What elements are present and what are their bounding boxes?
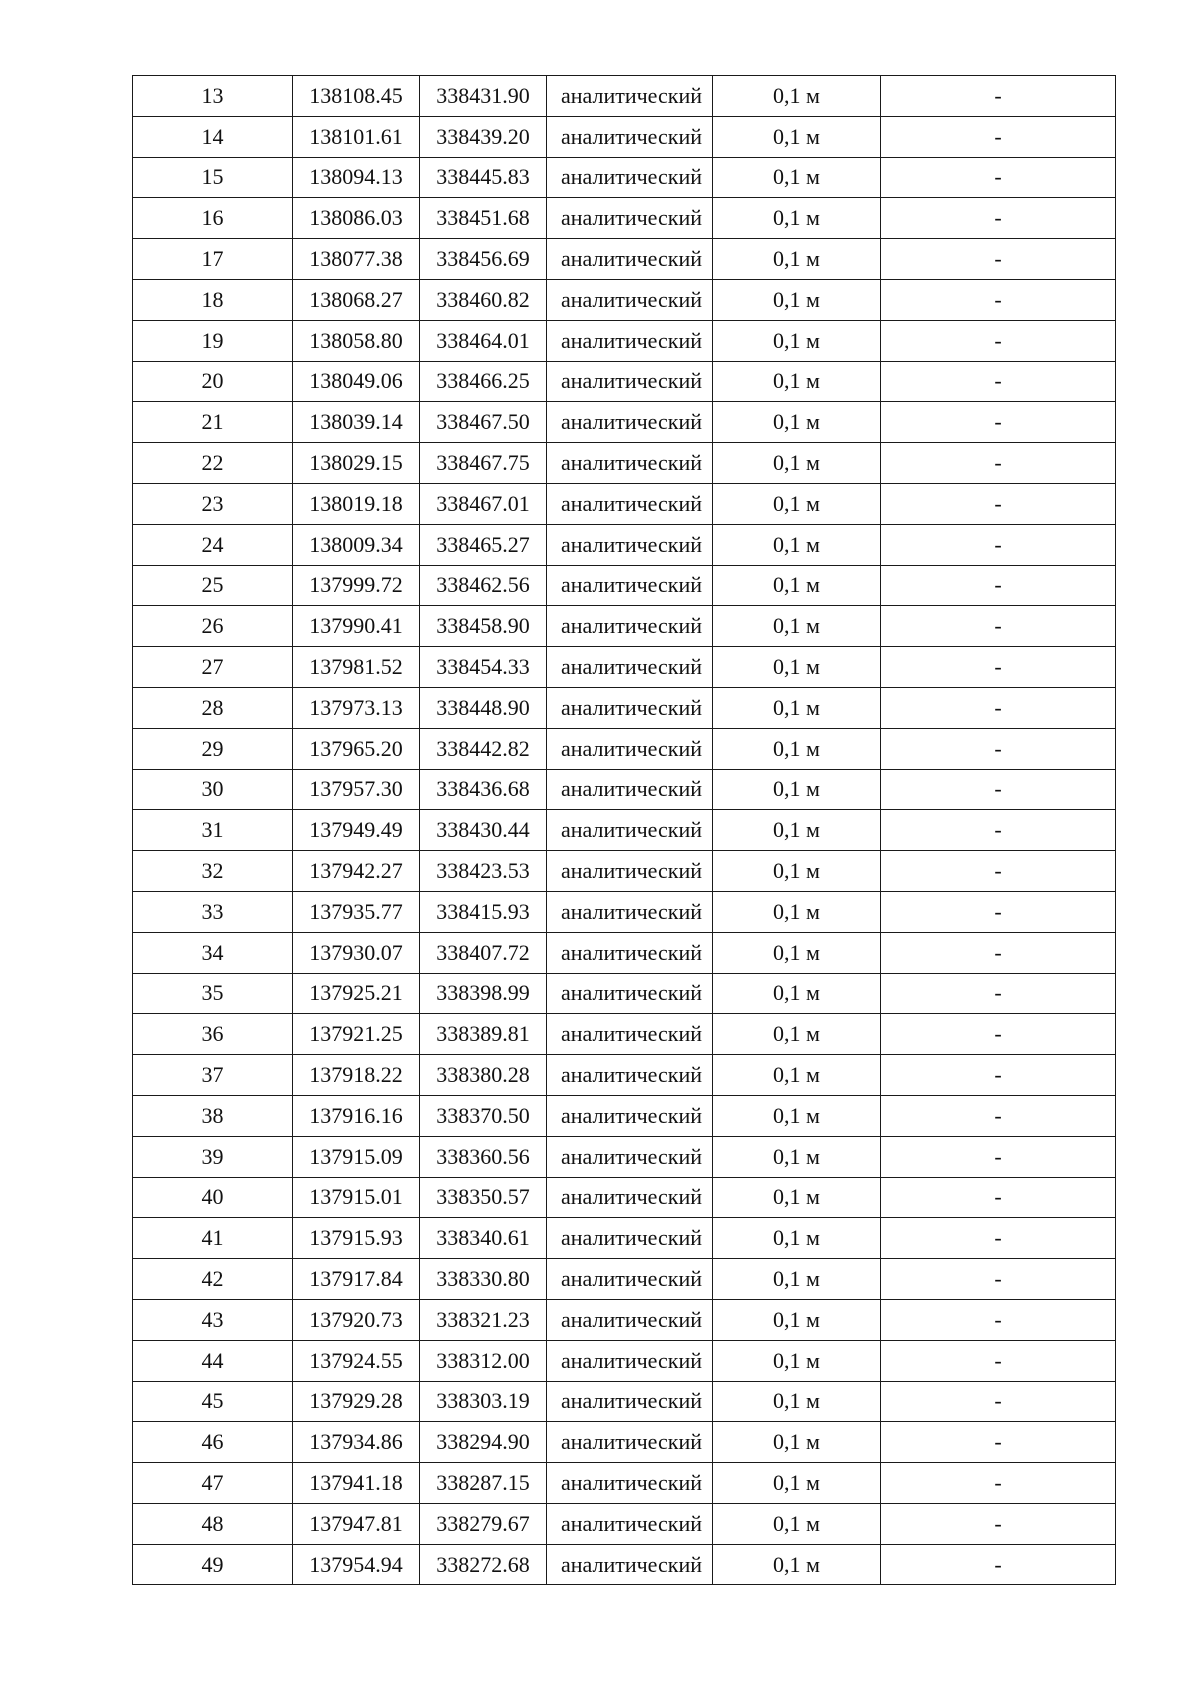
x-coordinate-cell: 137973.13 — [293, 687, 420, 728]
description-cell: - — [881, 402, 1116, 443]
x-coordinate-cell: 137957.30 — [293, 769, 420, 810]
y-coordinate-cell: 338431.90 — [420, 76, 547, 117]
accuracy-cell: 0,1 м — [713, 1177, 881, 1218]
y-coordinate-cell: 338370.50 — [420, 1095, 547, 1136]
y-coordinate-cell: 338272.68 — [420, 1544, 547, 1585]
table-row — [133, 932, 1116, 973]
method-cell: аналитический — [547, 810, 713, 851]
table-row — [133, 1259, 1116, 1300]
x-coordinate-cell: 138068.27 — [293, 279, 420, 320]
y-coordinate-cell: 338294.90 — [420, 1422, 547, 1463]
description-cell: - — [881, 443, 1116, 484]
point-number-cell: 16 — [133, 198, 293, 239]
y-coordinate-cell: 338460.82 — [420, 279, 547, 320]
description-cell: - — [881, 973, 1116, 1014]
method-cell: аналитический — [547, 647, 713, 688]
method-cell: аналитический — [547, 443, 713, 484]
description-cell: - — [881, 1463, 1116, 1504]
table-row — [133, 198, 1116, 239]
y-coordinate-cell: 338287.15 — [420, 1463, 547, 1504]
table-row — [133, 891, 1116, 932]
point-number-cell: 39 — [133, 1136, 293, 1177]
x-coordinate-cell: 138086.03 — [293, 198, 420, 239]
description-cell: - — [881, 116, 1116, 157]
method-cell: аналитический — [547, 851, 713, 892]
method-cell: аналитический — [547, 1014, 713, 1055]
method-cell: аналитический — [547, 361, 713, 402]
point-number-cell: 35 — [133, 973, 293, 1014]
point-number-cell: 23 — [133, 483, 293, 524]
point-number-cell: 28 — [133, 687, 293, 728]
point-number-cell: 22 — [133, 443, 293, 484]
table-row — [133, 116, 1116, 157]
method-cell: аналитический — [547, 76, 713, 117]
point-number-cell: 37 — [133, 1055, 293, 1096]
point-number-cell: 29 — [133, 728, 293, 769]
accuracy-cell: 0,1 м — [713, 76, 881, 117]
accuracy-cell: 0,1 м — [713, 157, 881, 198]
accuracy-cell: 0,1 м — [713, 1014, 881, 1055]
accuracy-cell: 0,1 м — [713, 973, 881, 1014]
x-coordinate-cell: 137942.27 — [293, 851, 420, 892]
point-number-cell: 33 — [133, 891, 293, 932]
y-coordinate-cell: 338448.90 — [420, 687, 547, 728]
description-cell: - — [881, 932, 1116, 973]
x-coordinate-cell: 137915.01 — [293, 1177, 420, 1218]
accuracy-cell: 0,1 м — [713, 279, 881, 320]
y-coordinate-cell: 338389.81 — [420, 1014, 547, 1055]
y-coordinate-cell: 338360.56 — [420, 1136, 547, 1177]
x-coordinate-cell: 137949.49 — [293, 810, 420, 851]
y-coordinate-cell: 338350.57 — [420, 1177, 547, 1218]
table-row — [133, 279, 1116, 320]
accuracy-cell: 0,1 м — [713, 443, 881, 484]
point-number-cell: 15 — [133, 157, 293, 198]
accuracy-cell: 0,1 м — [713, 483, 881, 524]
x-coordinate-cell: 138009.34 — [293, 524, 420, 565]
description-cell: - — [881, 1055, 1116, 1096]
point-number-cell: 14 — [133, 116, 293, 157]
table-row — [133, 483, 1116, 524]
y-coordinate-cell: 338398.99 — [420, 973, 547, 1014]
y-coordinate-cell: 338451.68 — [420, 198, 547, 239]
description-cell: - — [881, 1136, 1116, 1177]
table-row — [133, 1544, 1116, 1585]
accuracy-cell: 0,1 м — [713, 606, 881, 647]
description-cell: - — [881, 76, 1116, 117]
point-number-cell: 44 — [133, 1340, 293, 1381]
y-coordinate-cell: 338467.75 — [420, 443, 547, 484]
point-number-cell: 27 — [133, 647, 293, 688]
y-coordinate-cell: 338465.27 — [420, 524, 547, 565]
method-cell: аналитический — [547, 973, 713, 1014]
table-row — [133, 1218, 1116, 1259]
description-cell: - — [881, 1177, 1116, 1218]
y-coordinate-cell: 338462.56 — [420, 565, 547, 606]
point-number-cell: 36 — [133, 1014, 293, 1055]
x-coordinate-cell: 137915.93 — [293, 1218, 420, 1259]
description-cell: - — [881, 1218, 1116, 1259]
table-row — [133, 728, 1116, 769]
accuracy-cell: 0,1 м — [713, 320, 881, 361]
description-cell: - — [881, 606, 1116, 647]
accuracy-cell: 0,1 м — [713, 728, 881, 769]
description-cell: - — [881, 279, 1116, 320]
description-cell: - — [881, 687, 1116, 728]
method-cell: аналитический — [547, 1381, 713, 1422]
method-cell: аналитический — [547, 1422, 713, 1463]
table-row — [133, 1136, 1116, 1177]
y-coordinate-cell: 338464.01 — [420, 320, 547, 361]
method-cell: аналитический — [547, 891, 713, 932]
x-coordinate-cell: 137920.73 — [293, 1299, 420, 1340]
table-row — [133, 1463, 1116, 1504]
point-number-cell: 47 — [133, 1463, 293, 1504]
table-row — [133, 1381, 1116, 1422]
x-coordinate-cell: 137934.86 — [293, 1422, 420, 1463]
x-coordinate-cell: 137921.25 — [293, 1014, 420, 1055]
x-coordinate-cell: 137925.21 — [293, 973, 420, 1014]
accuracy-cell: 0,1 м — [713, 1544, 881, 1585]
method-cell: аналитический — [547, 239, 713, 280]
x-coordinate-cell: 138039.14 — [293, 402, 420, 443]
table-row — [133, 320, 1116, 361]
x-coordinate-cell: 138094.13 — [293, 157, 420, 198]
table-row — [133, 810, 1116, 851]
y-coordinate-cell: 338279.67 — [420, 1503, 547, 1544]
x-coordinate-cell: 138101.61 — [293, 116, 420, 157]
description-cell: - — [881, 483, 1116, 524]
method-cell: аналитический — [547, 1340, 713, 1381]
point-number-cell: 18 — [133, 279, 293, 320]
description-cell: - — [881, 647, 1116, 688]
method-cell: аналитический — [547, 1095, 713, 1136]
point-number-cell: 45 — [133, 1381, 293, 1422]
table-row — [133, 76, 1116, 117]
table-row — [133, 769, 1116, 810]
method-cell: аналитический — [547, 1136, 713, 1177]
method-cell: аналитический — [547, 1259, 713, 1300]
y-coordinate-cell: 338312.00 — [420, 1340, 547, 1381]
accuracy-cell: 0,1 м — [713, 1463, 881, 1504]
point-number-cell: 49 — [133, 1544, 293, 1585]
accuracy-cell: 0,1 м — [713, 565, 881, 606]
method-cell: аналитический — [547, 1544, 713, 1585]
point-number-cell: 34 — [133, 932, 293, 973]
accuracy-cell: 0,1 м — [713, 851, 881, 892]
method-cell: аналитический — [547, 1503, 713, 1544]
accuracy-cell: 0,1 м — [713, 932, 881, 973]
description-cell: - — [881, 1095, 1116, 1136]
y-coordinate-cell: 338430.44 — [420, 810, 547, 851]
accuracy-cell: 0,1 м — [713, 769, 881, 810]
description-cell: - — [881, 1422, 1116, 1463]
accuracy-cell: 0,1 м — [713, 524, 881, 565]
y-coordinate-cell: 338445.83 — [420, 157, 547, 198]
description-cell: - — [881, 810, 1116, 851]
description-cell: - — [881, 769, 1116, 810]
x-coordinate-cell: 137981.52 — [293, 647, 420, 688]
table-row — [133, 647, 1116, 688]
y-coordinate-cell: 338380.28 — [420, 1055, 547, 1096]
y-coordinate-cell: 338467.50 — [420, 402, 547, 443]
accuracy-cell: 0,1 м — [713, 1299, 881, 1340]
point-number-cell: 48 — [133, 1503, 293, 1544]
x-coordinate-cell: 137941.18 — [293, 1463, 420, 1504]
point-number-cell: 13 — [133, 76, 293, 117]
description-cell: - — [881, 320, 1116, 361]
description-cell: - — [881, 1259, 1116, 1300]
accuracy-cell: 0,1 м — [713, 1259, 881, 1300]
table-row — [133, 1422, 1116, 1463]
description-cell: - — [881, 361, 1116, 402]
x-coordinate-cell: 137930.07 — [293, 932, 420, 973]
table-row — [133, 1299, 1116, 1340]
method-cell: аналитический — [547, 198, 713, 239]
table-row — [133, 1095, 1116, 1136]
description-cell: - — [881, 1544, 1116, 1585]
description-cell: - — [881, 198, 1116, 239]
x-coordinate-cell: 137918.22 — [293, 1055, 420, 1096]
accuracy-cell: 0,1 м — [713, 687, 881, 728]
x-coordinate-cell: 137924.55 — [293, 1340, 420, 1381]
x-coordinate-cell: 137935.77 — [293, 891, 420, 932]
x-coordinate-cell: 137915.09 — [293, 1136, 420, 1177]
table-row — [133, 1340, 1116, 1381]
point-number-cell: 20 — [133, 361, 293, 402]
accuracy-cell: 0,1 м — [713, 1218, 881, 1259]
description-cell: - — [881, 1299, 1116, 1340]
method-cell: аналитический — [547, 1463, 713, 1504]
accuracy-cell: 0,1 м — [713, 891, 881, 932]
coordinates-table — [132, 75, 1116, 1585]
method-cell: аналитический — [547, 524, 713, 565]
accuracy-cell: 0,1 м — [713, 402, 881, 443]
method-cell: аналитический — [547, 728, 713, 769]
y-coordinate-cell: 338415.93 — [420, 891, 547, 932]
x-coordinate-cell: 137999.72 — [293, 565, 420, 606]
method-cell: аналитический — [547, 402, 713, 443]
method-cell: аналитический — [547, 279, 713, 320]
table-row — [133, 1177, 1116, 1218]
x-coordinate-cell: 138019.18 — [293, 483, 420, 524]
description-cell: - — [881, 239, 1116, 280]
description-cell: - — [881, 728, 1116, 769]
point-number-cell: 46 — [133, 1422, 293, 1463]
y-coordinate-cell: 338340.61 — [420, 1218, 547, 1259]
y-coordinate-cell: 338439.20 — [420, 116, 547, 157]
method-cell: аналитический — [547, 320, 713, 361]
method-cell: аналитический — [547, 116, 713, 157]
x-coordinate-cell: 137916.16 — [293, 1095, 420, 1136]
x-coordinate-cell: 137947.81 — [293, 1503, 420, 1544]
table-row — [133, 1503, 1116, 1544]
point-number-cell: 30 — [133, 769, 293, 810]
table-row — [133, 606, 1116, 647]
table-row — [133, 157, 1116, 198]
method-cell: аналитический — [547, 483, 713, 524]
table-row — [133, 687, 1116, 728]
table-row — [133, 239, 1116, 280]
table-row — [133, 1055, 1116, 1096]
table-row — [133, 973, 1116, 1014]
point-number-cell: 43 — [133, 1299, 293, 1340]
description-cell: - — [881, 524, 1116, 565]
description-cell: - — [881, 1381, 1116, 1422]
table-row — [133, 1014, 1116, 1055]
accuracy-cell: 0,1 м — [713, 1422, 881, 1463]
accuracy-cell: 0,1 м — [713, 810, 881, 851]
point-number-cell: 21 — [133, 402, 293, 443]
method-cell: аналитический — [547, 565, 713, 606]
description-cell: - — [881, 851, 1116, 892]
y-coordinate-cell: 338442.82 — [420, 728, 547, 769]
y-coordinate-cell: 338330.80 — [420, 1259, 547, 1300]
accuracy-cell: 0,1 м — [713, 647, 881, 688]
description-cell: - — [881, 565, 1116, 606]
accuracy-cell: 0,1 м — [713, 116, 881, 157]
table-row — [133, 851, 1116, 892]
point-number-cell: 42 — [133, 1259, 293, 1300]
point-number-cell: 41 — [133, 1218, 293, 1259]
point-number-cell: 24 — [133, 524, 293, 565]
point-number-cell: 17 — [133, 239, 293, 280]
point-number-cell: 40 — [133, 1177, 293, 1218]
accuracy-cell: 0,1 м — [713, 198, 881, 239]
method-cell: аналитический — [547, 769, 713, 810]
accuracy-cell: 0,1 м — [713, 239, 881, 280]
point-number-cell: 19 — [133, 320, 293, 361]
y-coordinate-cell: 338467.01 — [420, 483, 547, 524]
y-coordinate-cell: 338458.90 — [420, 606, 547, 647]
table-row — [133, 524, 1116, 565]
point-number-cell: 26 — [133, 606, 293, 647]
x-coordinate-cell: 137990.41 — [293, 606, 420, 647]
table-row — [133, 361, 1116, 402]
method-cell: аналитический — [547, 1299, 713, 1340]
accuracy-cell: 0,1 м — [713, 1136, 881, 1177]
x-coordinate-cell: 138058.80 — [293, 320, 420, 361]
description-cell: - — [881, 891, 1116, 932]
point-number-cell: 32 — [133, 851, 293, 892]
method-cell: аналитический — [547, 157, 713, 198]
y-coordinate-cell: 338454.33 — [420, 647, 547, 688]
y-coordinate-cell: 338456.69 — [420, 239, 547, 280]
x-coordinate-cell: 137965.20 — [293, 728, 420, 769]
y-coordinate-cell: 338423.53 — [420, 851, 547, 892]
coordinates-table-body — [133, 76, 1116, 1585]
x-coordinate-cell: 138077.38 — [293, 239, 420, 280]
table-row — [133, 565, 1116, 606]
method-cell: аналитический — [547, 932, 713, 973]
method-cell: аналитический — [547, 1218, 713, 1259]
description-cell: - — [881, 157, 1116, 198]
table-row — [133, 443, 1116, 484]
accuracy-cell: 0,1 м — [713, 1381, 881, 1422]
method-cell: аналитический — [547, 606, 713, 647]
accuracy-cell: 0,1 м — [713, 361, 881, 402]
x-coordinate-cell: 138108.45 — [293, 76, 420, 117]
accuracy-cell: 0,1 м — [713, 1095, 881, 1136]
point-number-cell: 38 — [133, 1095, 293, 1136]
method-cell: аналитический — [547, 1055, 713, 1096]
accuracy-cell: 0,1 м — [713, 1055, 881, 1096]
y-coordinate-cell: 338303.19 — [420, 1381, 547, 1422]
accuracy-cell: 0,1 м — [713, 1340, 881, 1381]
x-coordinate-cell: 137917.84 — [293, 1259, 420, 1300]
y-coordinate-cell: 338407.72 — [420, 932, 547, 973]
x-coordinate-cell: 137954.94 — [293, 1544, 420, 1585]
x-coordinate-cell: 137929.28 — [293, 1381, 420, 1422]
method-cell: аналитический — [547, 687, 713, 728]
point-number-cell: 25 — [133, 565, 293, 606]
description-cell: - — [881, 1340, 1116, 1381]
accuracy-cell: 0,1 м — [713, 1503, 881, 1544]
y-coordinate-cell: 338466.25 — [420, 361, 547, 402]
x-coordinate-cell: 138029.15 — [293, 443, 420, 484]
table-row — [133, 402, 1116, 443]
y-coordinate-cell: 338436.68 — [420, 769, 547, 810]
point-number-cell: 31 — [133, 810, 293, 851]
method-cell: аналитический — [547, 1177, 713, 1218]
description-cell: - — [881, 1503, 1116, 1544]
y-coordinate-cell: 338321.23 — [420, 1299, 547, 1340]
description-cell: - — [881, 1014, 1116, 1055]
x-coordinate-cell: 138049.06 — [293, 361, 420, 402]
